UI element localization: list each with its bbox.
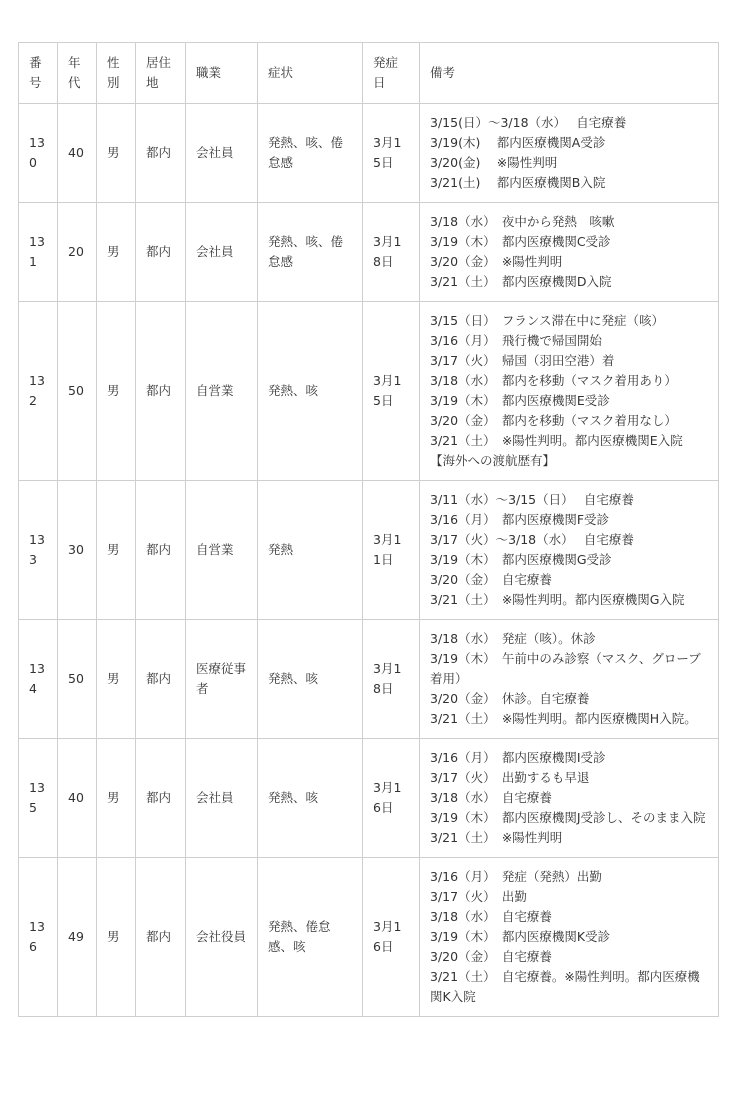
residence-cell: 都内 xyxy=(136,481,186,620)
note-line: 3/21（土） 都内医療機関D入院 xyxy=(430,274,612,289)
note-line: 3/19（木） 都内医療機関K受診 xyxy=(430,929,611,944)
onset-date-cell: 3月15日 xyxy=(363,104,420,203)
note-line: 3/16（月） 発症（発熱）出勤 xyxy=(430,869,602,884)
onset-date-cell: 3月15日 xyxy=(363,302,420,481)
sex-cell: 男 xyxy=(97,620,136,739)
residence-cell: 都内 xyxy=(136,302,186,481)
age-group-cell: 49 xyxy=(58,858,97,1017)
note-line: 3/17（火）～3/18（水） 自宅療養 xyxy=(430,532,634,547)
note-line: 3/20（金） 自宅療養 xyxy=(430,949,552,964)
residence-cell: 都内 xyxy=(136,739,186,858)
note-line: 3/21（土） ※陽性判明。都内医療機関E入院 xyxy=(430,433,683,448)
note-line: 3/20（金） 自宅療養 xyxy=(430,572,552,587)
col-onset-header: 発症日 xyxy=(363,43,420,104)
note-line: 3/19（木） 都内医療機関G受診 xyxy=(430,552,612,567)
residence-cell: 都内 xyxy=(136,620,186,739)
symptoms-cell: 発熱 xyxy=(258,481,363,620)
age-group-cell: 30 xyxy=(58,481,97,620)
notes-cell xyxy=(420,858,719,1017)
occupation-cell: 会社員 xyxy=(186,104,258,203)
symptoms-cell: 発熱、倦怠感、咳 xyxy=(258,858,363,1017)
sex-cell: 男 xyxy=(97,302,136,481)
note-line: 3/15（日） フランス滞在中に発症（咳） xyxy=(430,313,664,328)
onset-date-cell: 3月16日 xyxy=(363,739,420,858)
onset-date-cell: 3月16日 xyxy=(363,858,420,1017)
note-line: 【海外への渡航歴有】 xyxy=(430,453,556,468)
sex-cell: 男 xyxy=(97,739,136,858)
sex-cell: 男 xyxy=(97,203,136,302)
note-line: 3/15(日）～3/18（水） 自宅療養 xyxy=(430,115,627,130)
age-group-cell: 40 xyxy=(58,104,97,203)
occupation-cell: 会社員 xyxy=(186,739,258,858)
col-notes-header: 備考 xyxy=(420,43,719,104)
case-table xyxy=(18,42,719,1017)
col-number-header: 番号 xyxy=(19,43,58,104)
note-line: 3/18（水） 都内を移動（マスク着用あり） xyxy=(430,373,677,388)
notes-cell xyxy=(420,739,719,858)
note-line: 3/21（土） ※陽性判明。都内医療機関H入院。 xyxy=(430,711,697,726)
symptoms-cell: 発熱、咳 xyxy=(258,302,363,481)
case-number-cell: 130 xyxy=(19,104,58,203)
onset-date-cell: 3月11日 xyxy=(363,481,420,620)
case-number-cell: 135 xyxy=(19,739,58,858)
notes-cell xyxy=(420,203,719,302)
table-row xyxy=(19,858,719,1017)
note-line: 3/19（木） 都内医療機関J受診し、そのまま入院 xyxy=(430,810,706,825)
age-group-cell: 20 xyxy=(58,203,97,302)
note-line: 3/20(金) ※陽性判明 xyxy=(430,155,558,170)
note-line: 3/21（土） ※陽性判明。都内医療機関G入院 xyxy=(430,592,685,607)
note-line: 3/21（土） 自宅療養。※陽性判明。都内医療機関K入院 xyxy=(430,969,700,1004)
notes-cell xyxy=(420,620,719,739)
symptoms-cell: 発熱、咳 xyxy=(258,739,363,858)
note-line: 3/19（木） 都内医療機関C受診 xyxy=(430,234,611,249)
table-row xyxy=(19,739,719,858)
onset-date-cell: 3月18日 xyxy=(363,620,420,739)
note-line: 3/16（月） 都内医療機関I受診 xyxy=(430,750,606,765)
note-line: 3/20（金） ※陽性判明 xyxy=(430,254,563,269)
note-line: 3/17（火） 出勤 xyxy=(430,889,527,904)
note-line: 3/18（水） 発症（咳）。休診 xyxy=(430,631,596,646)
note-line: 3/21（土） ※陽性判明 xyxy=(430,830,563,845)
table-row xyxy=(19,104,719,203)
symptoms-cell: 発熱、咳、倦怠感 xyxy=(258,104,363,203)
occupation-cell: 会社員 xyxy=(186,203,258,302)
residence-cell: 都内 xyxy=(136,203,186,302)
table-row xyxy=(19,203,719,302)
note-line: 3/16（月） 飛行機で帰国開始 xyxy=(430,333,602,348)
occupation-cell: 会社役員 xyxy=(186,858,258,1017)
occupation-cell: 医療従事者 xyxy=(186,620,258,739)
col-residence-header: 居住地 xyxy=(136,43,186,104)
note-line: 3/17（火） 帰国（羽田空港）着 xyxy=(430,353,615,368)
symptoms-cell: 発熱、咳 xyxy=(258,620,363,739)
table-row xyxy=(19,620,719,739)
case-number-cell: 136 xyxy=(19,858,58,1017)
sex-cell: 男 xyxy=(97,104,136,203)
col-sex-header: 性別 xyxy=(97,43,136,104)
sex-cell: 男 xyxy=(97,481,136,620)
onset-date-cell: 3月18日 xyxy=(363,203,420,302)
notes-cell xyxy=(420,302,719,481)
notes-cell xyxy=(420,104,719,203)
note-line: 3/19(木) 都内医療機関A受診 xyxy=(430,135,606,150)
occupation-cell: 自営業 xyxy=(186,302,258,481)
note-line: 3/19（木） 都内医療機関E受診 xyxy=(430,393,610,408)
age-group-cell: 50 xyxy=(58,620,97,739)
table-row xyxy=(19,302,719,481)
note-line: 3/20（金） 休診。自宅療養 xyxy=(430,691,590,706)
case-number-cell: 133 xyxy=(19,481,58,620)
age-group-cell: 40 xyxy=(58,739,97,858)
note-line: 3/20（金） 都内を移動（マスク着用なし） xyxy=(430,413,677,428)
col-symptoms-header: 症状 xyxy=(258,43,363,104)
note-line: 3/17（火） 出勤するも早退 xyxy=(430,770,590,785)
note-line: 3/18（水） 夜中から発熱 咳嗽 xyxy=(430,214,615,229)
sex-cell: 男 xyxy=(97,858,136,1017)
note-line: 3/21(土) 都内医療機関B入院 xyxy=(430,175,606,190)
case-number-cell: 132 xyxy=(19,302,58,481)
age-group-cell: 50 xyxy=(58,302,97,481)
note-line: 3/11（水）～3/15（日） 自宅療養 xyxy=(430,492,634,507)
occupation-cell: 自営業 xyxy=(186,481,258,620)
residence-cell: 都内 xyxy=(136,858,186,1017)
case-number-cell: 134 xyxy=(19,620,58,739)
notes-cell xyxy=(420,481,719,620)
header-row xyxy=(19,43,719,104)
col-occupation-header: 職業 xyxy=(186,43,258,104)
note-line: 3/18（水） 自宅療養 xyxy=(430,790,552,805)
note-line: 3/16（月） 都内医療機関F受診 xyxy=(430,512,610,527)
note-line: 3/19（木） 午前中のみ診察（マスク、グローブ着用） xyxy=(430,651,701,686)
note-line: 3/18（水） 自宅療養 xyxy=(430,909,552,924)
table-row xyxy=(19,481,719,620)
col-age-header: 年代 xyxy=(58,43,97,104)
symptoms-cell: 発熱、咳、倦怠感 xyxy=(258,203,363,302)
case-number-cell: 131 xyxy=(19,203,58,302)
residence-cell: 都内 xyxy=(136,104,186,203)
